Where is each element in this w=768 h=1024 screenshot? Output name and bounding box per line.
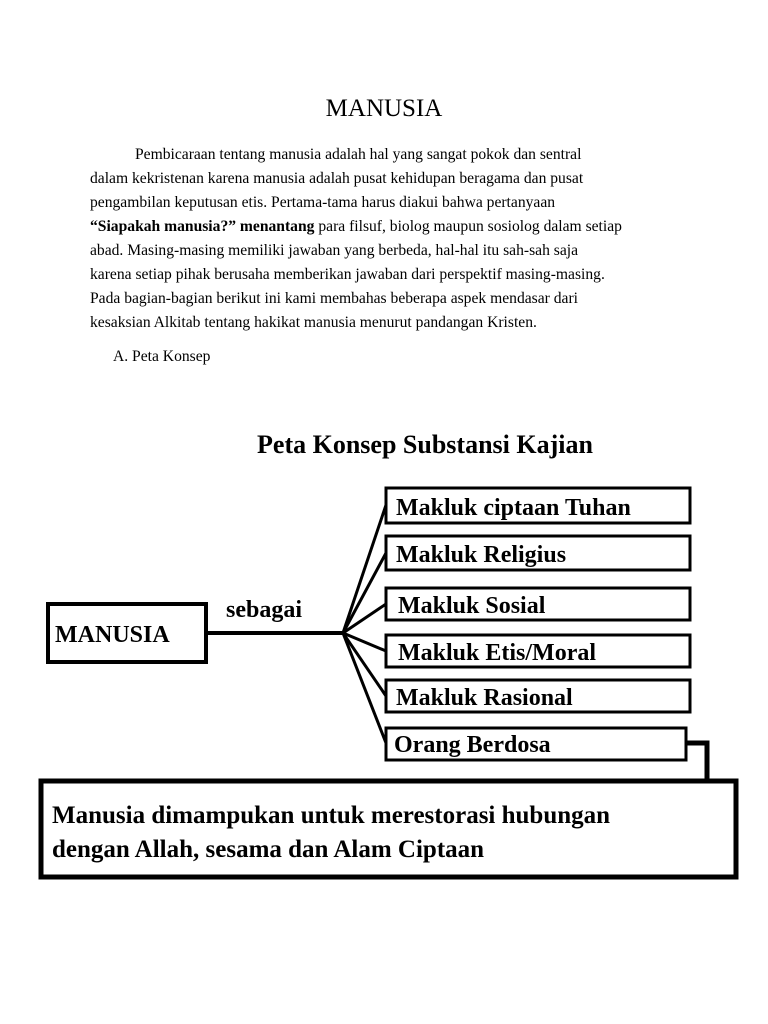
paragraph-line: karena setiap pihak berusaha memberikan jawaban dari perspektif masing-masing. xyxy=(90,266,605,283)
concept-map-title: Peta Konsep Substansi Kajian xyxy=(257,430,593,459)
paragraph-line: Pada bagian-bagian berikut ini kami membahas beberapa aspek mendasar dari xyxy=(90,290,578,307)
branch-label: Makluk Religius xyxy=(396,542,567,568)
fan-line xyxy=(343,505,386,633)
paragraph-line: kesaksian Alkitab tentang hakikat manusia menurut pandangan Kristen. xyxy=(90,314,537,331)
branch-label: Makluk Etis/Moral xyxy=(398,640,597,666)
paragraph-line-rest: para filsuf, biolog maupun sosiolog dalam setiap xyxy=(314,218,622,235)
branch-label: Orang Berdosa xyxy=(394,732,551,758)
branch-label: Makluk Sosial xyxy=(398,593,546,619)
section-label: A. Peta Konsep xyxy=(113,348,211,365)
paragraph-line: abad. Masing-masing memiliki jawaban yang berbeda, hal-hal itu sah-sah saja xyxy=(90,242,579,259)
branch-label: Makluk ciptaan Tuhan xyxy=(396,495,631,521)
conclusion-line: dengan Allah, sesama dan Alam Ciptaan xyxy=(52,836,485,863)
branch-label: Makluk Rasional xyxy=(396,685,573,711)
elbow-connector xyxy=(686,743,707,781)
root-label: MANUSIA xyxy=(55,622,170,648)
paragraph-line: dalam kekristenan karena manusia adalah pusat kehidupan beragama dan pusat xyxy=(90,170,584,187)
paragraph-line: pengambilan keputusan etis. Pertama-tama harus diakui bahwa pertanyaan xyxy=(90,194,556,211)
paragraph-line: Pembicaraan tentang manusia adalah hal yang sangat pokok dan sentral xyxy=(135,146,582,163)
page-title: MANUSIA xyxy=(325,95,443,122)
bold-question: “Siapakah manusia?” menantang xyxy=(90,218,315,235)
conclusion-line: Manusia dimampukan untuk merestorasi hubungan xyxy=(52,802,611,829)
connector-label: sebagai xyxy=(226,597,303,623)
